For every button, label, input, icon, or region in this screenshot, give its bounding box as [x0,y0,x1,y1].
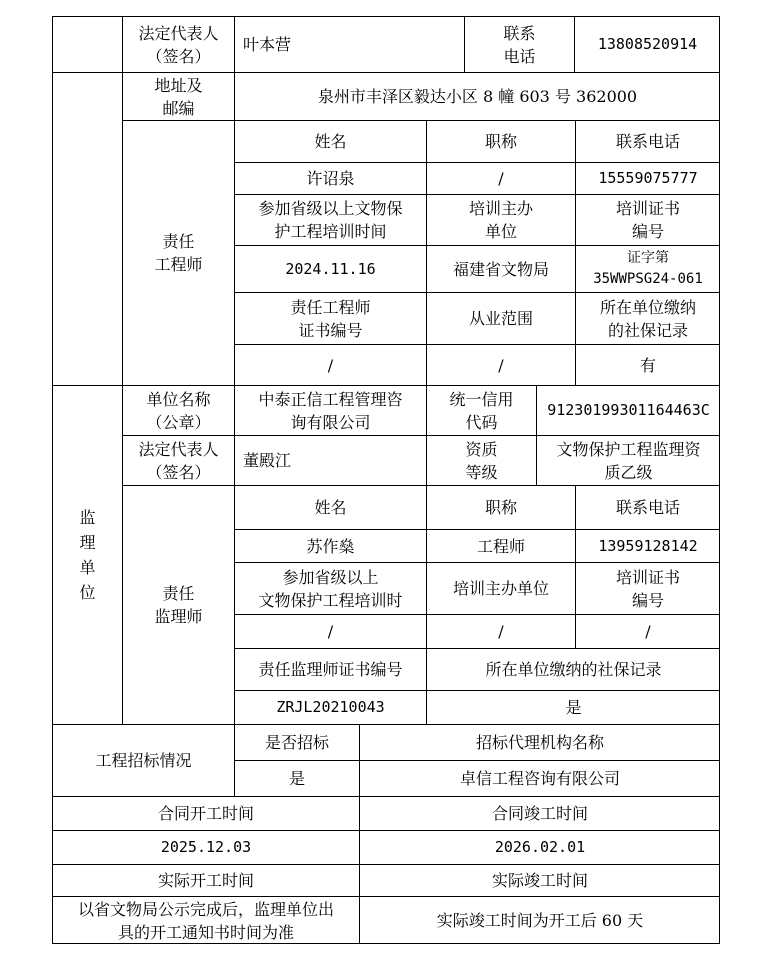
engineer-title: / [426,162,575,194]
supervisor-cert: ZRJL20210043 [234,690,426,724]
supervisor-cert-no: / [575,614,720,648]
blank-cell [52,72,122,385]
supervisor-label: 责任 监理师 [122,485,234,724]
credit-code-value: 91230199301164463C [536,385,720,435]
header-social-security: 所在单位缴纳 的社保记录 [575,292,720,344]
supervisor-training-time: / [234,614,426,648]
header-training-time: 参加省级以上文物保 护工程培训时间 [234,194,426,245]
engineer-name: 许诏泉 [234,162,426,194]
supervision-legal-rep-label: 法定代表人 （签名） [122,435,234,485]
header-is-bid: 是否招标 [234,724,359,760]
header-scope: 从业范围 [426,292,575,344]
address-value: 泉州市丰泽区毅达小区 8 幢 603 号 362000 [234,72,720,120]
supervisor-phone: 13959128142 [575,529,720,562]
legal-rep-value: 叶本营 [234,16,464,72]
actual-start: 以省文物局公示完成后，监理单位出 具的开工通知书时间为准 [52,896,359,944]
supervision-unit-label: 监 理 单 位 [52,385,122,724]
bidding-label: 工程招标情况 [52,724,234,796]
supervisor-header-training-org: 培训主办单位 [426,562,575,614]
credit-code-label: 统一信用 代码 [426,385,536,435]
engineer-training-time: 2024.11.16 [234,245,426,292]
header-agency: 招标代理机构名称 [359,724,720,760]
contract-end: 2026.02.01 [359,830,720,864]
contact-phone-label: 联系 电话 [464,16,574,72]
qualification-value: 文物保护工程监理资 质乙级 [536,435,720,485]
engineer-label: 责任 工程师 [122,120,234,385]
supervisor-header-title: 职称 [426,485,575,529]
header-name: 姓名 [234,120,426,162]
contract-start: 2025.12.03 [52,830,359,864]
header-phone: 联系电话 [575,120,720,162]
header-title: 职称 [426,120,575,162]
header-cert-no: 培训证书 编号 [575,194,720,245]
actual-end-label: 实际竣工时间 [359,864,720,896]
supervisor-header-cert-no: 培训证书 编号 [575,562,720,614]
is-bid: 是 [234,760,359,796]
blank-cell [52,16,122,72]
supervisor-header-training-time: 参加省级以上 文物保护工程培训时 [234,562,426,614]
contract-start-label: 合同开工时间 [52,796,359,830]
engineer-training-org: 福建省文物局 [426,245,575,292]
legal-rep-label: 法定代表人 （签名） [122,16,234,72]
supervisor-social-security: 是 [426,690,720,724]
unit-name-value: 中泰正信工程管理咨 询有限公司 [234,385,426,435]
supervision-legal-rep-value: 董殿江 [234,435,426,485]
engineer-social-security: 有 [575,344,720,385]
engineer-cert-no: 证字第 35WWPSG24-061 [575,245,720,292]
project-info-table [52,16,720,944]
unit-name-label: 单位名称 （公章） [122,385,234,435]
supervisor-name: 苏作燊 [234,529,426,562]
header-training-org: 培训主办 单位 [426,194,575,245]
qualification-label: 资质 等级 [426,435,536,485]
actual-start-label: 实际开工时间 [52,864,359,896]
agency-name: 卓信工程咨询有限公司 [359,760,720,796]
header-supervisor-cert: 责任监理师证书编号 [234,648,426,690]
supervisor-title: 工程师 [426,529,575,562]
engineer-cert: / [234,344,426,385]
engineer-phone: 15559075777 [575,162,720,194]
supervisor-header-social-security: 所在单位缴纳的社保记录 [426,648,720,690]
contact-phone-value: 13808520914 [574,16,720,72]
supervisor-training-org: / [426,614,575,648]
engineer-scope: / [426,344,575,385]
actual-end: 实际竣工时间为开工后 60 天 [359,896,720,944]
supervisor-header-name: 姓名 [234,485,426,529]
header-engineer-cert: 责任工程师 证书编号 [234,292,426,344]
address-label: 地址及 邮编 [122,72,234,120]
supervisor-header-phone: 联系电话 [575,485,720,529]
contract-end-label: 合同竣工时间 [359,796,720,830]
